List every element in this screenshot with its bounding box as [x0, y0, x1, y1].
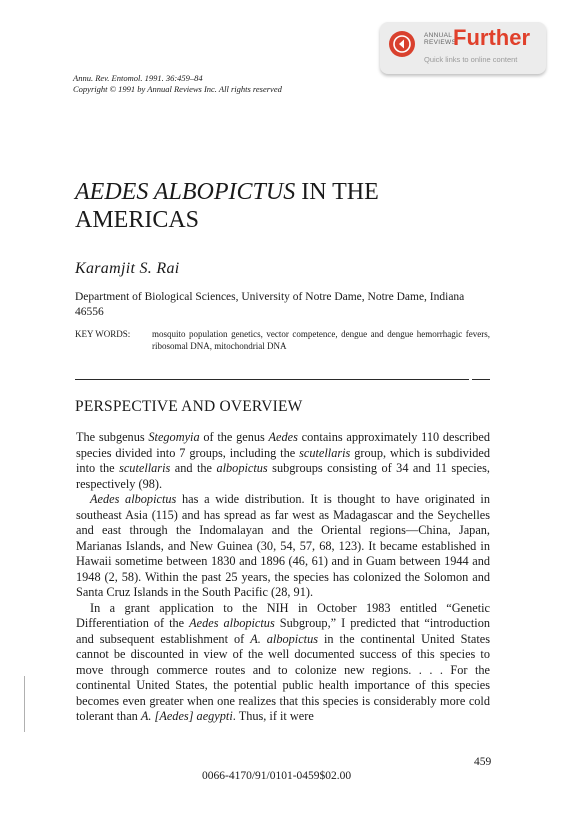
divider-rule-end — [472, 379, 490, 380]
author-affiliation — [75, 290, 495, 320]
body-text — [76, 430, 490, 725]
article-title — [75, 178, 379, 234]
price-code-footer: 0066-4170/91/0101-0459$02.00 — [202, 770, 352, 782]
author-name: Karamjit S. Rai — [75, 260, 180, 277]
journal-citation — [73, 73, 282, 95]
title-rest-line1: IN THE — [295, 179, 379, 205]
affiliation-line-1: Department of Biological Sciences, University of Notre Dame, Notre Dame, Indiana — [75, 291, 465, 303]
further-subtitle: Quick links to online content — [424, 55, 518, 64]
key-words-text: mosquito population genetics, vector competence, dengue and dengue hemorrhagic fevers, ribosomal DNA, mitochondrial DNA — [152, 329, 490, 351]
paragraph-1: The subgenus Stegomyia of the genus Aedes contains approximately 110 described species divided into 7 groups, including the scutellaris group, which is subdivided into the scutellaris and the albopictus subgroups consisting of 34 and 11 species, respectively (98). — [76, 430, 491, 491]
further-badge-link[interactable] — [380, 22, 546, 74]
title-italic-species: AEDES ALBOPICTUS — [75, 179, 296, 205]
arrow-left-icon — [389, 31, 415, 57]
divider-rule — [75, 379, 469, 380]
paragraph-3: In a grant application to the NIH in October 1983 entitled “Genetic Differentiation of the Aedes albopictus Subgroup,” I predicted that “introduction and subsequent establishment of A. albopictus in the continental United States cannot be discounted in view of the well documented success of this species to move through commerce routes and to colonize new regions. . . . For the continental United States, the potential public health importance of this species becomes even greater when one realizes that this species is considerably more cold tolerant than A. [Aedes] aegypti. Thus, if it were — [76, 600, 490, 723]
key-words-label: KEY WORDS: — [75, 329, 131, 339]
citation-line-2: Copyright © 1991 by Annual Reviews Inc. All rights reserved — [73, 84, 282, 94]
affiliation-line-2: 46556 — [75, 306, 104, 318]
annual-reviews-logo-text — [424, 32, 456, 46]
annual-label: ANNUAL — [424, 32, 453, 39]
paragraph-2: Aedes albopictus has a wide distribution. It is thought to have originated in southeast Asia (115) and has spread as far west as Madagascar and the Seychelles and east through the Indomalayan and the Oriental regions—China, Japan, Marianas Islands, and New Guinea (30, 54, 57, 68, 123). It became established in Hawaii sometime between 1830 and 1896 (46, 61) and in Guam between 1944 and 1948 (2, 58). Within the past 25 years, the species has colonized the Solomon and Santa Cruz Islands in the South Pacific (28, 91). — [76, 492, 490, 599]
page-number: 459 — [474, 756, 492, 768]
section-heading: PERSPECTIVE AND OVERVIEW — [75, 398, 303, 415]
title-line2: AMERICAS — [75, 207, 200, 233]
reviews-label: REVIEWS — [424, 39, 457, 46]
further-word: Further — [453, 25, 530, 50]
citation-line-1: Annu. Rev. Entomol. 1991. 36:459–84 — [73, 73, 203, 83]
margin-line — [24, 676, 25, 732]
